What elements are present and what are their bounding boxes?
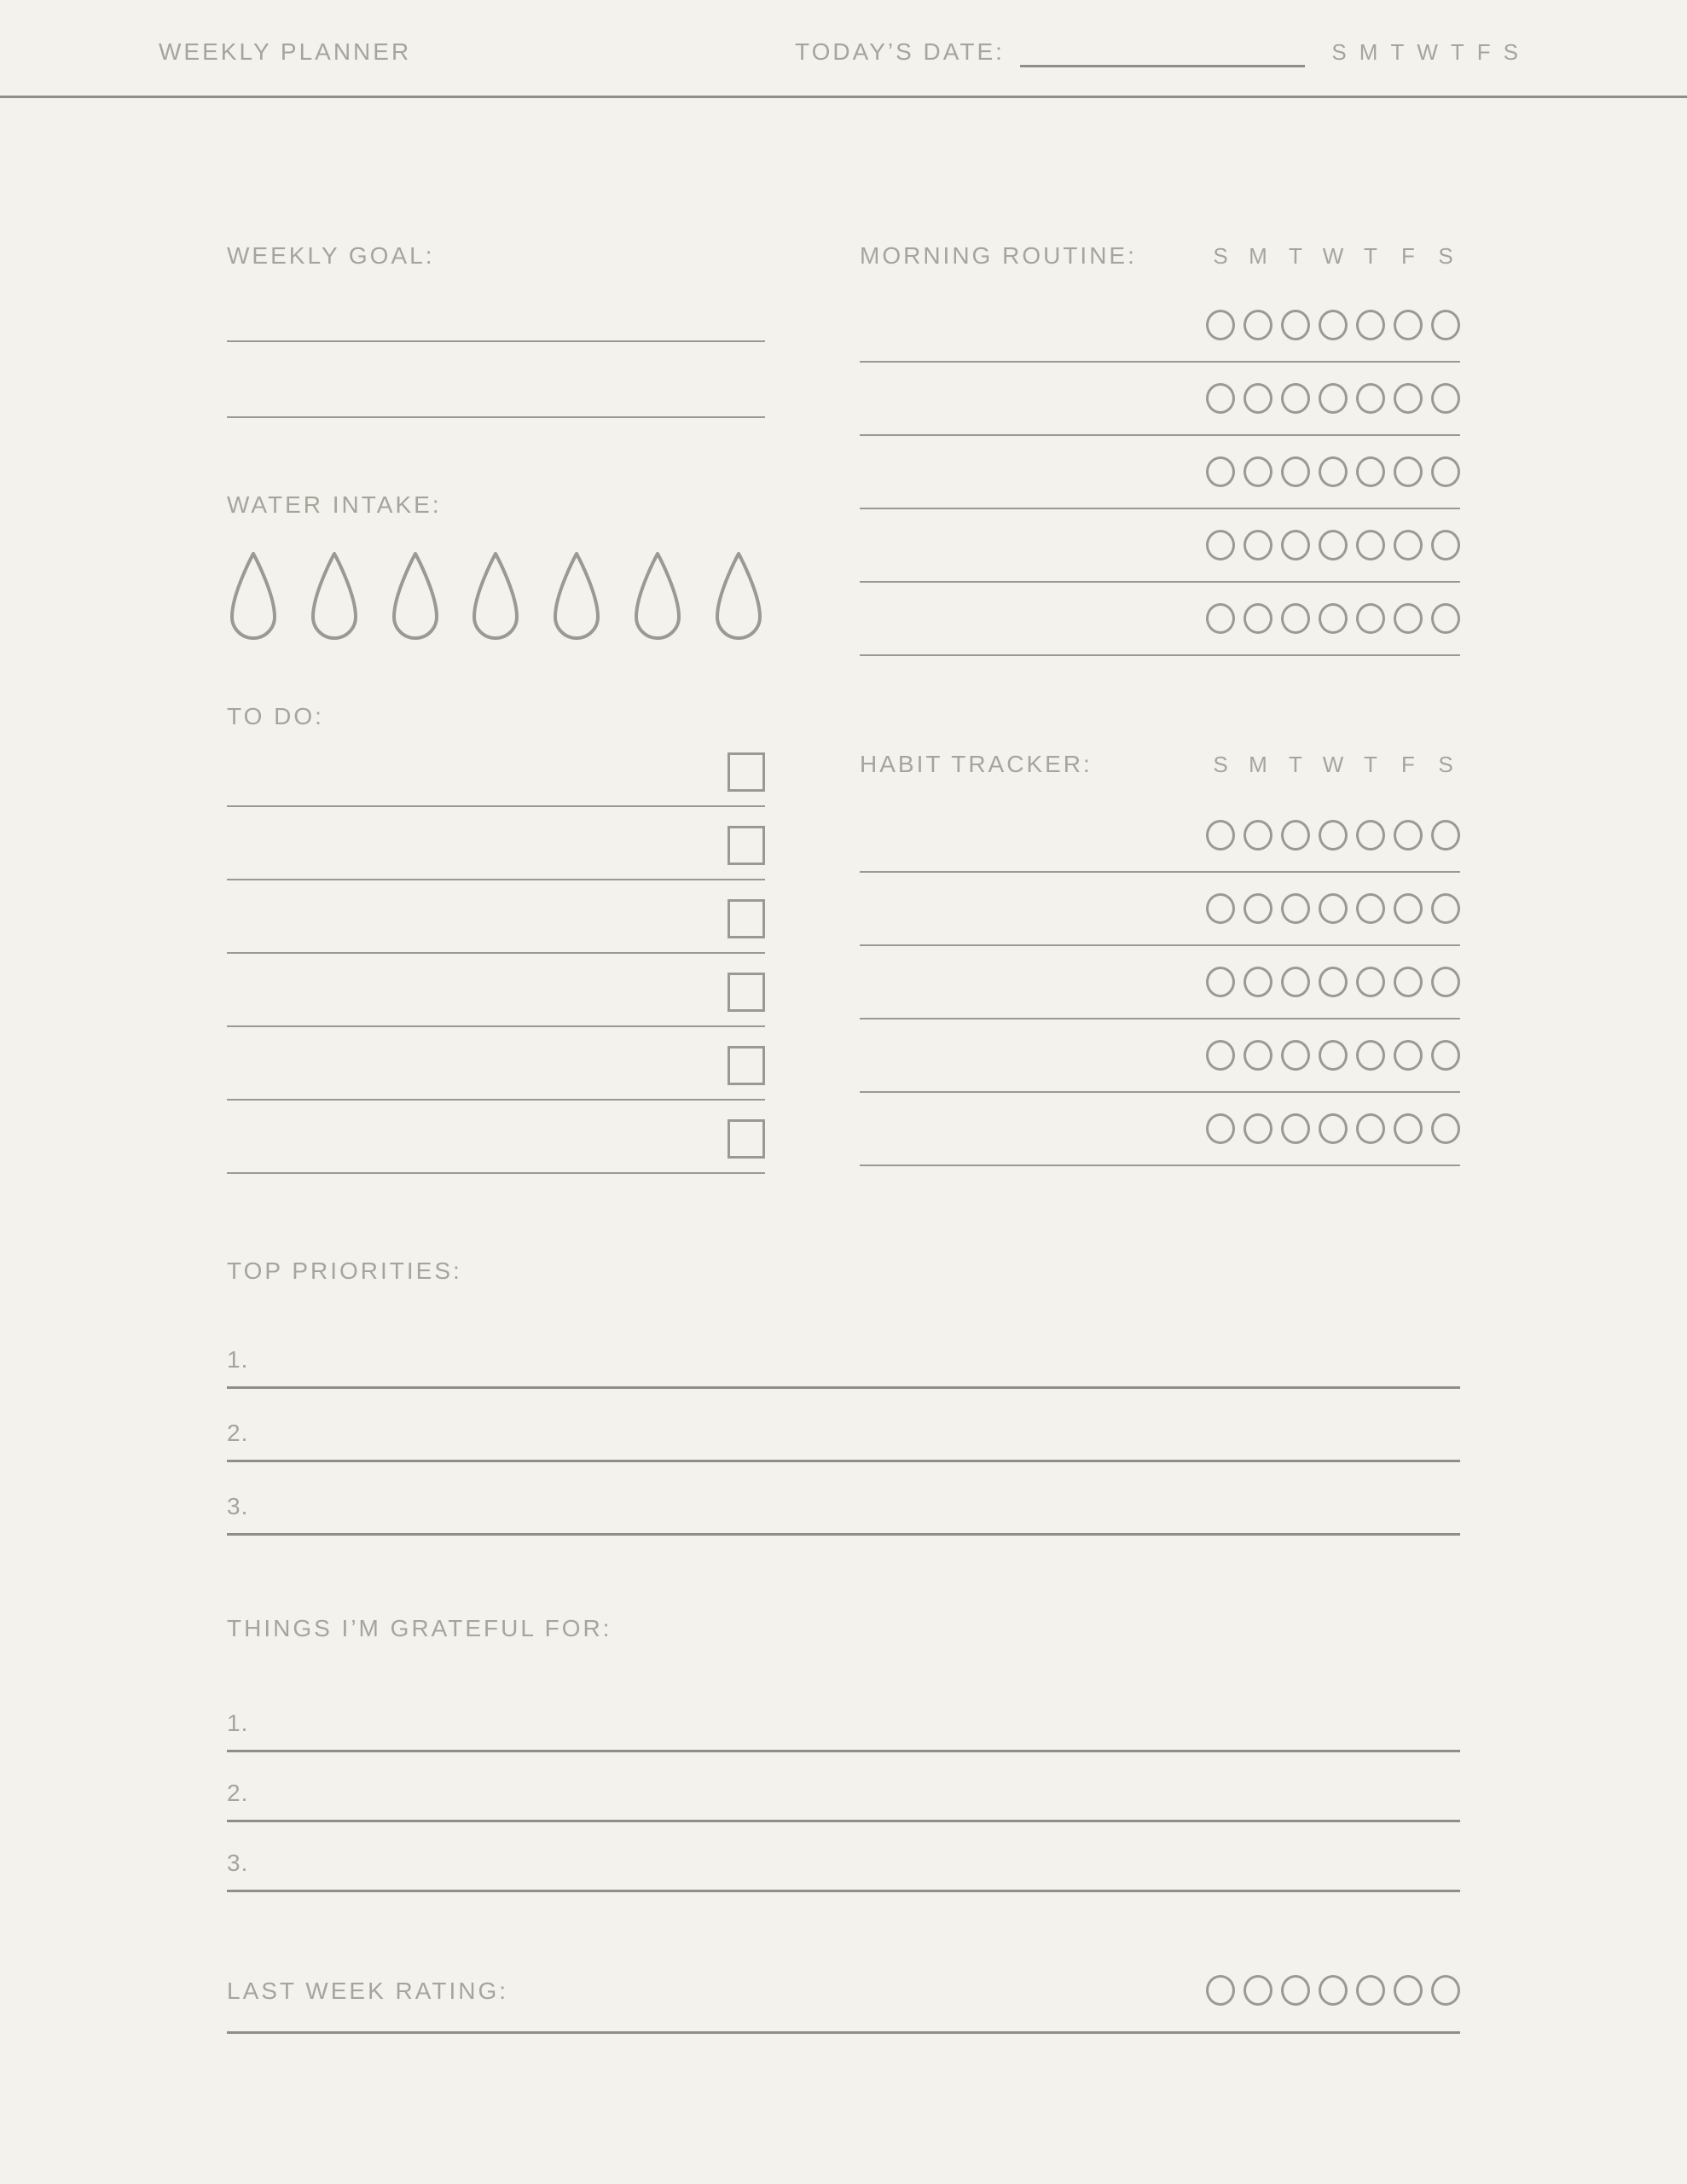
tracker-circle[interactable] [1319, 383, 1348, 414]
tracker-circle[interactable] [1244, 1040, 1272, 1071]
habit-tracker-circles [1206, 820, 1460, 851]
tracker-circle[interactable] [1206, 310, 1235, 340]
grateful-line[interactable] [227, 1820, 1460, 1822]
tracker-circle[interactable] [1356, 383, 1385, 414]
top-priorities-label: TOP PRIORITIES: [227, 1258, 462, 1284]
habit-tracker-line[interactable] [860, 871, 1460, 873]
grateful-number: 2. [227, 1780, 249, 1806]
morning-routine-line[interactable] [860, 434, 1460, 436]
habit-tracker-line[interactable] [860, 1091, 1460, 1093]
weekly-goal-label: WEEKLY GOAL: [227, 242, 435, 269]
water-drop-icon[interactable] [308, 550, 361, 642]
tracker-circle[interactable] [1431, 1113, 1460, 1144]
morning-routine-line[interactable] [860, 361, 1460, 363]
tracker-circle[interactable] [1206, 1040, 1235, 1071]
habit-tracker-label: HABIT TRACKER: [860, 751, 1093, 777]
todo-checkbox[interactable] [728, 826, 765, 865]
tracker-circle[interactable] [1431, 603, 1460, 634]
day-letter: S [1213, 243, 1228, 269]
tracker-circle[interactable] [1431, 310, 1460, 340]
water-intake-label: WATER INTAKE: [227, 491, 442, 518]
water-drop-icon[interactable] [712, 550, 765, 642]
tracker-circle[interactable] [1281, 967, 1310, 997]
grateful-number: 3. [227, 1850, 249, 1876]
water-intake-drops [227, 550, 765, 642]
water-drop-icon[interactable] [550, 550, 603, 642]
tracker-circle[interactable] [1394, 530, 1423, 561]
tracker-circle[interactable] [1394, 310, 1423, 340]
tracker-circle[interactable] [1244, 893, 1272, 924]
tracker-circle[interactable] [1244, 1113, 1272, 1144]
priority-number: 2. [227, 1420, 249, 1446]
todo-checkbox[interactable] [728, 1046, 765, 1085]
tracker-circle[interactable] [1356, 967, 1385, 997]
last-week-rating-circles [1206, 1975, 1460, 2006]
rating-circle[interactable] [1394, 1975, 1423, 2006]
tracker-circle[interactable] [1281, 1113, 1310, 1144]
morning-routine-circles [1206, 310, 1460, 340]
todo-line[interactable] [227, 1025, 765, 1027]
tracker-circle[interactable] [1394, 893, 1423, 924]
tracker-circle[interactable] [1281, 1040, 1310, 1071]
todo-line[interactable] [227, 1172, 765, 1174]
tracker-circle[interactable] [1431, 1040, 1460, 1071]
tracker-circle[interactable] [1244, 603, 1272, 634]
tracker-circle[interactable] [1281, 456, 1310, 487]
morning-routine-line[interactable] [860, 654, 1460, 656]
page-title: WEEKLY PLANNER [159, 38, 412, 65]
day-letter: T [1289, 243, 1302, 269]
water-drop-icon[interactable] [389, 550, 442, 642]
todays-date-label: TODAY’S DATE: [795, 38, 1005, 65]
day-letter: T [1289, 752, 1302, 777]
morning-routine-circles [1206, 530, 1460, 561]
tracker-circle[interactable] [1244, 383, 1272, 414]
tracker-circle[interactable] [1281, 820, 1310, 851]
tracker-circle[interactable] [1431, 530, 1460, 561]
tracker-circle[interactable] [1394, 383, 1423, 414]
todo-checkbox[interactable] [728, 973, 765, 1012]
todo-line[interactable] [227, 1099, 765, 1101]
todo-line[interactable] [227, 952, 765, 954]
tracker-circle[interactable] [1356, 820, 1385, 851]
day-letter: T [1364, 752, 1377, 777]
habit-tracker-day-initials [1206, 752, 1460, 778]
day-letter: F [1401, 752, 1415, 777]
morning-routine-circles [1206, 383, 1460, 414]
habit-tracker-line[interactable] [860, 1165, 1460, 1166]
grateful-number: 1. [227, 1710, 249, 1736]
tracker-circle[interactable] [1431, 456, 1460, 487]
tracker-circle[interactable] [1319, 967, 1348, 997]
tracker-circle[interactable] [1394, 967, 1423, 997]
day-letter: S [1331, 39, 1347, 65]
tracker-circle[interactable] [1206, 456, 1235, 487]
habit-tracker-circles [1206, 1113, 1460, 1144]
last-week-rating-line[interactable] [227, 2031, 1460, 2034]
tracker-circle[interactable] [1394, 820, 1423, 851]
tracker-circle[interactable] [1206, 603, 1235, 634]
day-letter: T [1390, 39, 1405, 65]
habit-tracker-circles [1206, 1040, 1460, 1071]
priority-line[interactable] [227, 1386, 1460, 1389]
weekly-goal-line[interactable] [227, 416, 765, 418]
day-letter: S [1438, 752, 1453, 777]
morning-routine-label: MORNING ROUTINE: [860, 242, 1137, 269]
grateful-line[interactable] [227, 1890, 1460, 1892]
last-week-rating-label: LAST WEEK RATING: [227, 1978, 509, 2004]
tracker-circle[interactable] [1244, 967, 1272, 997]
priority-line[interactable] [227, 1533, 1460, 1536]
tracker-circle[interactable] [1431, 893, 1460, 924]
priority-number: 3. [227, 1493, 249, 1519]
todo-line[interactable] [227, 805, 765, 807]
weekly-goal-line[interactable] [227, 340, 765, 342]
tracker-circle[interactable] [1319, 310, 1348, 340]
tracker-circle[interactable] [1319, 820, 1348, 851]
tracker-circle[interactable] [1206, 893, 1235, 924]
tracker-circle[interactable] [1319, 1113, 1348, 1144]
habit-tracker-line[interactable] [860, 1018, 1460, 1019]
tracker-circle[interactable] [1431, 383, 1460, 414]
morning-routine-line[interactable] [860, 581, 1460, 583]
day-letter: W [1417, 39, 1438, 65]
tracker-circle[interactable] [1319, 456, 1348, 487]
tracker-circle[interactable] [1281, 310, 1310, 340]
day-letter: S [1503, 39, 1518, 65]
tracker-circle[interactable] [1206, 820, 1235, 851]
tracker-circle[interactable] [1319, 893, 1348, 924]
day-letter: M [1359, 39, 1378, 65]
tracker-circle[interactable] [1206, 530, 1235, 561]
day-letter: S [1438, 243, 1453, 269]
day-letter: M [1249, 752, 1267, 777]
tracker-circle[interactable] [1431, 820, 1460, 851]
morning-routine-circles [1206, 456, 1460, 487]
day-letter: M [1249, 243, 1267, 269]
tracker-circle[interactable] [1206, 967, 1235, 997]
tracker-circle[interactable] [1431, 967, 1460, 997]
rating-circle[interactable] [1431, 1975, 1460, 2006]
tracker-circle[interactable] [1356, 456, 1385, 487]
todo-line[interactable] [227, 879, 765, 880]
rating-circle[interactable] [1206, 1975, 1235, 2006]
todays-date-line[interactable] [1020, 65, 1305, 67]
habit-tracker-line[interactable] [860, 944, 1460, 946]
day-letter: T [1364, 243, 1377, 269]
day-letter: S [1213, 752, 1228, 777]
tracker-circle[interactable] [1356, 1040, 1385, 1071]
grateful-label: THINGS I’M GRATEFUL FOR: [227, 1615, 612, 1641]
water-drop-icon[interactable] [469, 550, 522, 642]
rating-circle[interactable] [1319, 1975, 1348, 2006]
rating-circle[interactable] [1244, 1975, 1272, 2006]
day-letter: W [1322, 243, 1344, 269]
tracker-circle[interactable] [1281, 603, 1310, 634]
tracker-circle[interactable] [1244, 530, 1272, 561]
habit-tracker-circles [1206, 893, 1460, 924]
morning-routine-day-initials [1206, 243, 1460, 270]
tracker-circle[interactable] [1281, 530, 1310, 561]
water-drop-icon[interactable] [631, 550, 684, 642]
tracker-circle[interactable] [1394, 1113, 1423, 1144]
tracker-circle[interactable] [1356, 1113, 1385, 1144]
tracker-circle[interactable] [1394, 456, 1423, 487]
rating-circle[interactable] [1356, 1975, 1385, 2006]
header-day-initials [1331, 39, 1518, 66]
tracker-circle[interactable] [1394, 603, 1423, 634]
grateful-line[interactable] [227, 1750, 1460, 1752]
tracker-circle[interactable] [1244, 820, 1272, 851]
water-drop-icon[interactable] [227, 550, 280, 642]
tracker-circle[interactable] [1244, 456, 1272, 487]
tracker-circle[interactable] [1356, 893, 1385, 924]
tracker-circle[interactable] [1206, 1113, 1235, 1144]
todo-checkbox[interactable] [728, 899, 765, 938]
tracker-circle[interactable] [1356, 310, 1385, 340]
day-letter: T [1450, 39, 1464, 65]
tracker-circle[interactable] [1281, 893, 1310, 924]
tracker-circle[interactable] [1319, 530, 1348, 561]
todo-checkbox[interactable] [728, 752, 765, 792]
habit-tracker-circles [1206, 967, 1460, 997]
day-letter: F [1476, 39, 1491, 65]
todo-checkbox[interactable] [728, 1119, 765, 1159]
priority-number: 1. [227, 1346, 249, 1373]
day-letter: W [1322, 752, 1344, 777]
morning-routine-circles [1206, 603, 1460, 634]
tracker-circle[interactable] [1356, 603, 1385, 634]
todo-label: TO DO: [227, 703, 324, 729]
tracker-circle[interactable] [1319, 1040, 1348, 1071]
day-letter: F [1401, 243, 1415, 269]
tracker-circle[interactable] [1281, 383, 1310, 414]
tracker-circle[interactable] [1319, 603, 1348, 634]
morning-routine-line[interactable] [860, 508, 1460, 509]
rating-circle[interactable] [1281, 1975, 1310, 2006]
tracker-circle[interactable] [1394, 1040, 1423, 1071]
header-divider [0, 96, 1687, 98]
tracker-circle[interactable] [1206, 383, 1235, 414]
priority-line[interactable] [227, 1460, 1460, 1462]
tracker-circle[interactable] [1244, 310, 1272, 340]
tracker-circle[interactable] [1356, 530, 1385, 561]
